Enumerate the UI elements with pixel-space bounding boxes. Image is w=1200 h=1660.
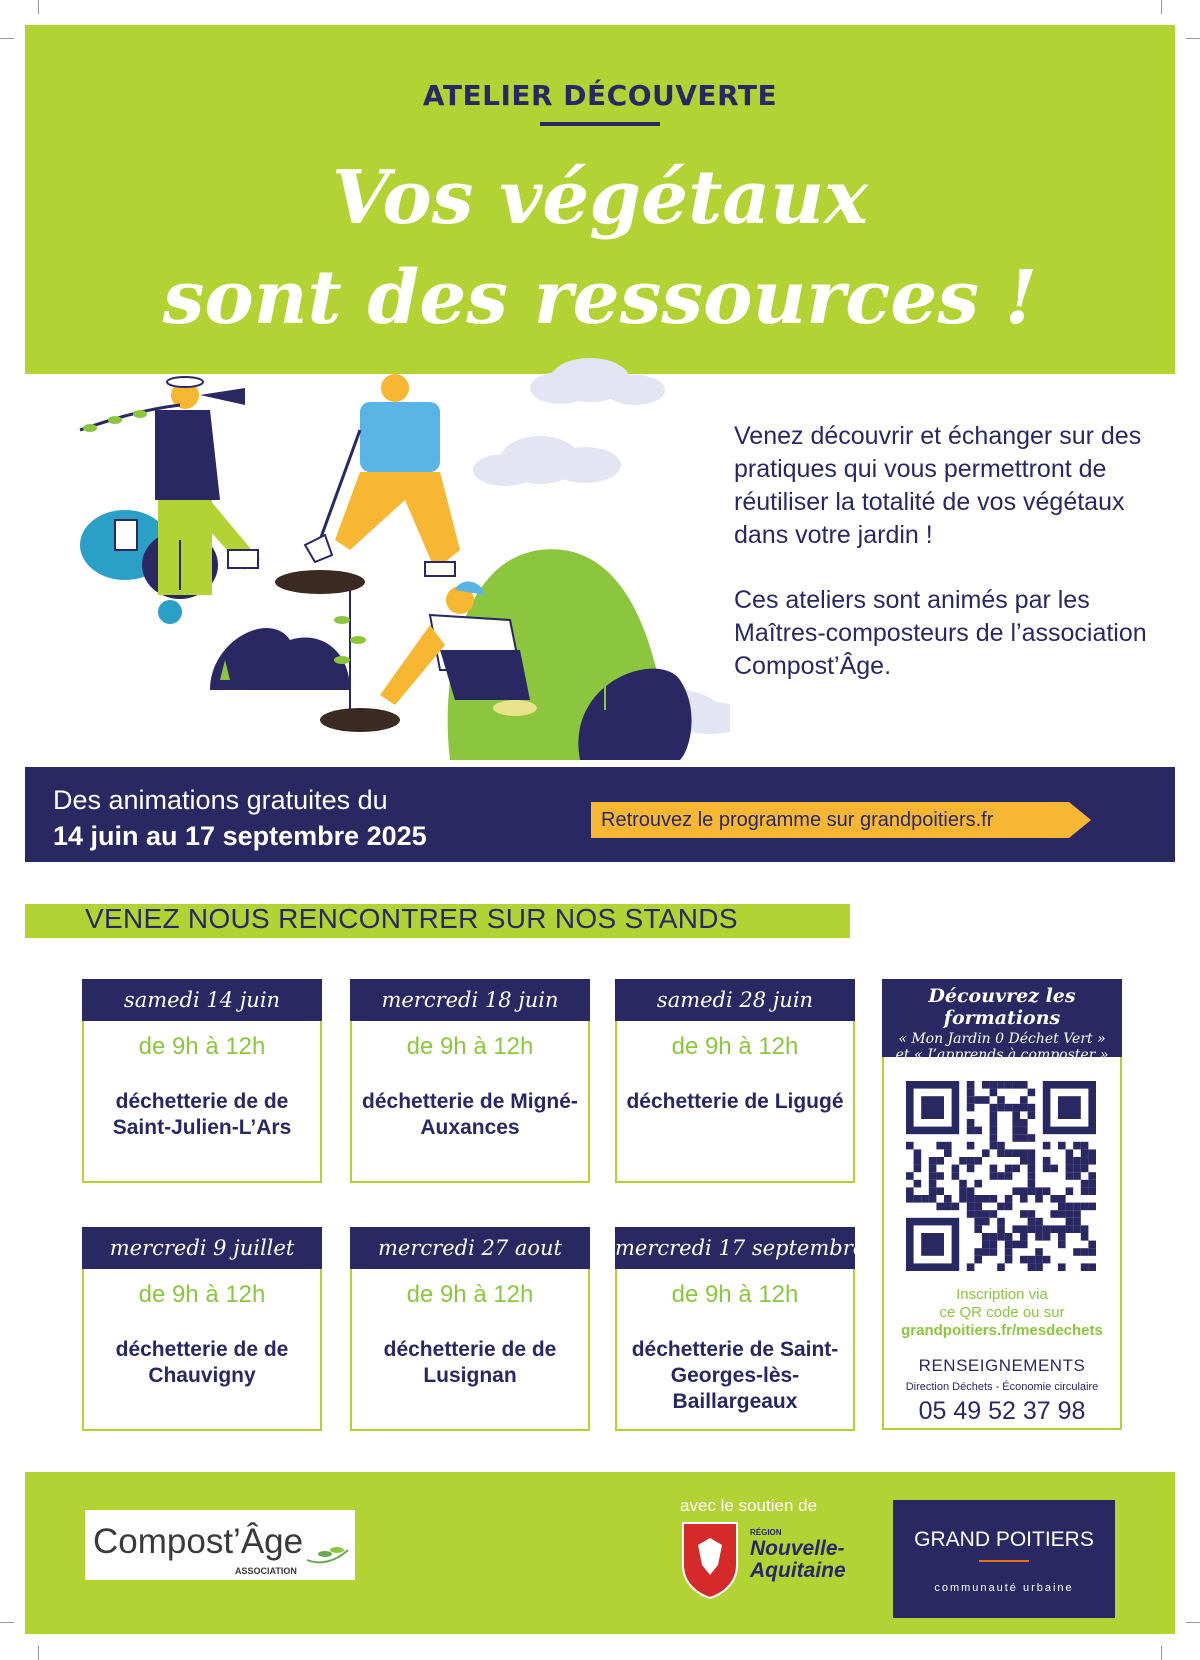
leaf-icon [305,1540,350,1570]
gardeners-illustration [60,350,730,780]
grand-poitiers-sub: communauté urbaine [934,1582,1074,1594]
formations-heading [882,979,1122,1063]
crop-mark [1186,38,1200,39]
crop-mark [1161,1646,1162,1660]
crop-mark [1186,1622,1200,1623]
intro-text [734,420,1154,715]
compost-age-logo-text: Compost’Âge [93,1522,304,1561]
title-line-1: Vos végétaux [331,155,869,241]
event-time: de 9h à 12h [138,1281,266,1308]
event-card [350,1227,590,1431]
event-date: samedi 28 juin [615,979,855,1021]
header-banner [25,25,1175,374]
stands-heading: VENEZ NOUS RENCONTRER SUR NOS STANDS [85,903,738,934]
event-date: mercredi 17 septembre [615,1227,855,1269]
direction-text: Direction Déchets - Économie circulaire [905,1381,1099,1393]
inscription-url[interactable]: grandpoitiers.fr/mesdechets [901,1322,1103,1339]
banner-line-1: Des animations gratuites du [53,785,388,815]
program-link-text: Retrouvez le programme sur grandpoitiers.fr [601,809,994,831]
inscription-line-1: Inscription via [956,1286,1048,1303]
formations-panel [882,979,1122,1430]
event-card [82,1227,322,1431]
phone-number[interactable]: 05 49 52 37 98 [918,1397,1086,1425]
event-date: mercredi 18 juin [350,979,590,1021]
event-card [615,979,855,1183]
grand-poitiers-logo [893,1500,1115,1618]
intro-paragraph-2: Ces ateliers sont animés par les Maîtres-composteurs de l’association Compost’Âge. [734,586,1147,680]
dates-banner [25,767,1175,862]
title-line-2: sont des ressources ! [162,255,1038,341]
event-card [350,979,590,1183]
inscription-text [884,1286,1120,1340]
region-name: Nouvelle-Aquitaine [750,1537,846,1582]
qr-code[interactable] [906,1081,1096,1271]
event-time: de 9h à 12h [138,1033,266,1060]
logo-divider [979,1560,1029,1562]
event-card [82,979,322,1183]
kicker-text: ATELIER DÉCOUVERTE [422,79,778,112]
renseignements-heading: RENSEIGNEMENTS [918,1356,1086,1375]
event-date: mercredi 9 juillet [82,1227,322,1269]
event-time: de 9h à 12h [406,1281,534,1308]
event-place: déchetterie de Saint-Georges-lès-Baillargeaux [631,1338,839,1413]
program-link[interactable] [591,802,1101,838]
event-place: déchetterie de de Lusignan [383,1338,557,1387]
crop-mark [1161,0,1162,14]
inscription-line-2: ce QR code ou sur [939,1304,1065,1321]
banner-line-2: 14 juin au 17 septembre 2025 [53,821,427,851]
event-place: déchetterie de de Saint-Julien-L’Ars [112,1090,292,1139]
arrow-tip-icon [1069,802,1091,838]
footer-banner [25,1472,1175,1634]
formation-1: « Mon Jardin 0 Déchet Vert » [898,1031,1106,1047]
crop-mark [38,1646,39,1660]
event-place: déchetterie de Ligugé [626,1090,844,1113]
grand-poitiers-name: GRAND POITIERS [914,1528,1094,1551]
crop-mark [0,38,14,39]
compost-age-logo [85,1510,355,1580]
kicker-underline [540,122,660,126]
event-time: de 9h à 12h [406,1033,534,1060]
event-time: de 9h à 12h [671,1033,799,1060]
event-card [615,1227,866,1431]
intro-paragraph-1: Venez découvrir et échanger sur des pratiques qui vous permettront de réutiliser la totalité de vos végétaux dans votre jardin ! [734,422,1142,549]
event-place: déchetterie de Migné-Auxances [362,1090,578,1139]
crop-mark [38,0,39,14]
region-label: RÉGION [750,1528,782,1537]
formations-title: Découvrez les formations [928,985,1076,1029]
crop-mark [0,1622,14,1623]
support-text: avec le soutien de [680,1496,818,1515]
compost-age-logo-sub: ASSOCIATION [235,1566,297,1576]
event-place: déchetterie de de Chauvigny [115,1338,289,1387]
region-shield-icon [680,1520,740,1600]
event-date: mercredi 27 aout [350,1227,590,1269]
event-time: de 9h à 12h [671,1281,799,1308]
event-date: samedi 14 juin [82,979,322,1021]
formation-2: et « J’apprends à composter » [895,1047,1109,1063]
